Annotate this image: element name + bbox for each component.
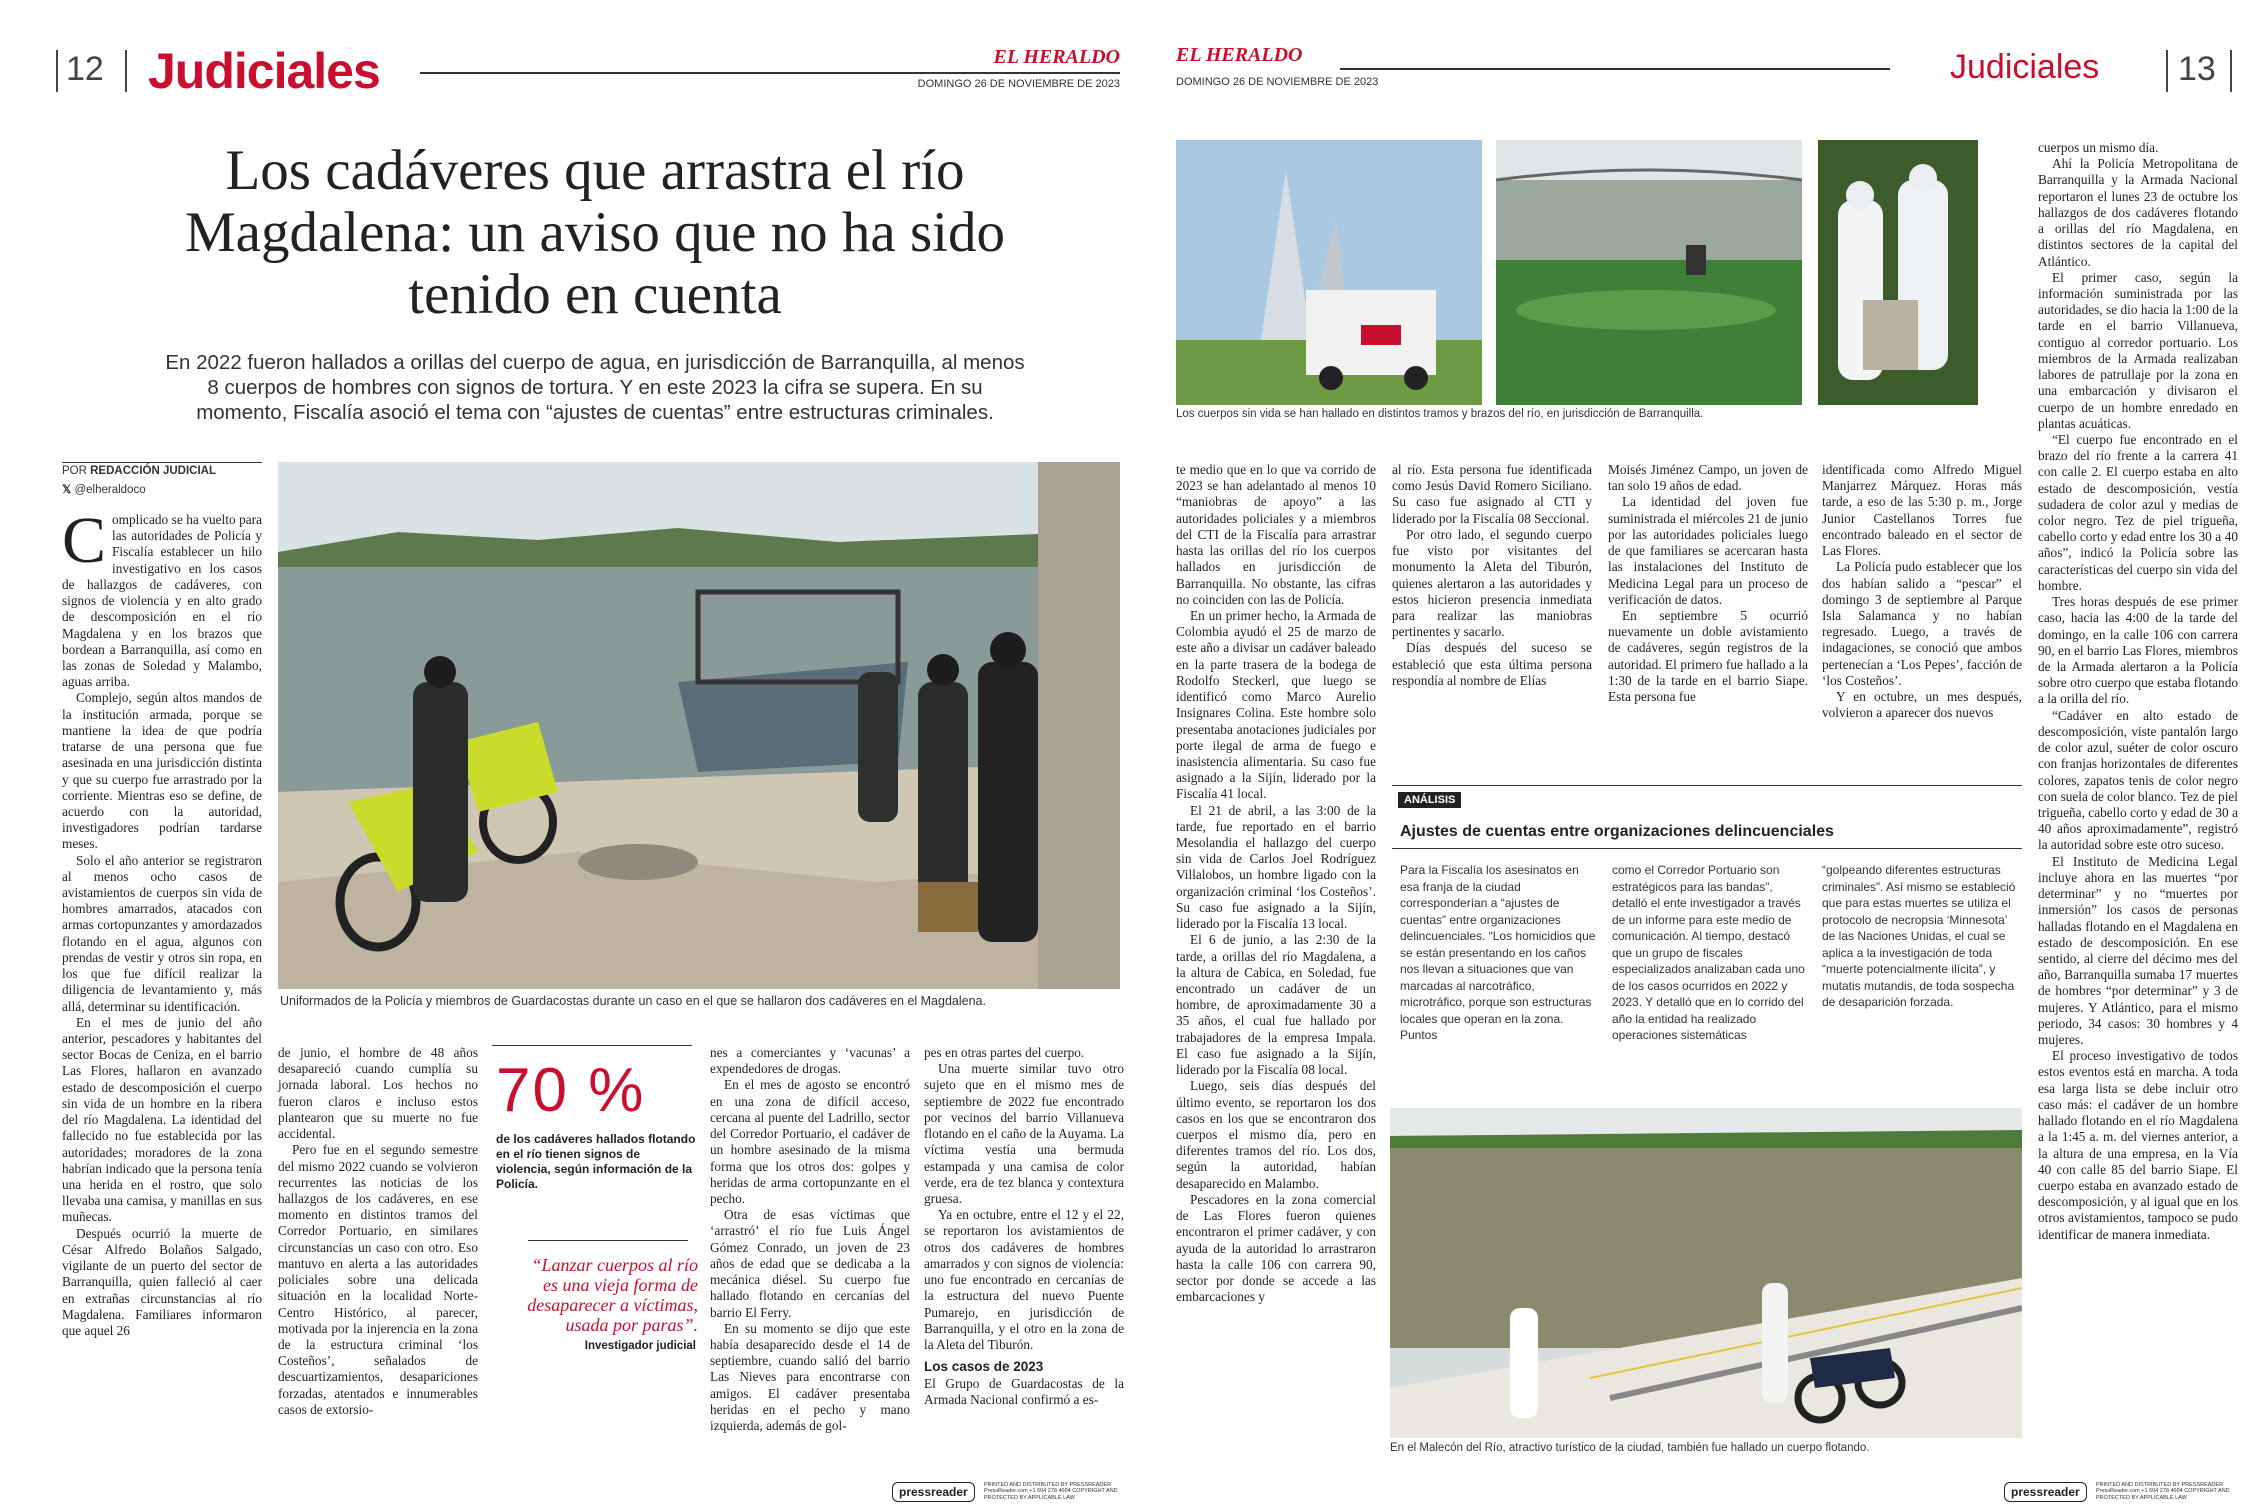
header-rule <box>420 72 1120 74</box>
page-number-divider <box>56 50 58 92</box>
x-icon: 𝕏 <box>62 484 72 496</box>
top-photo-monument <box>1176 140 1482 405</box>
quote-rule <box>528 1240 688 1241</box>
main-photo <box>278 462 1120 989</box>
issue-date: DOMINGO 26 DE NOVIEMBRE DE 2023 <box>1176 76 1379 88</box>
pressreader-fine-print: PRINTED AND DISTRIBUTED BY PRESSREADER PressReader.com +1 604 278 4604 COPYRIGHT AND PROTECTED BY APPLICABLE LAW <box>984 1482 1118 1501</box>
paragraph: nes a comerciantes y ‘vacunas’ a expendedores de drogas. <box>710 1045 910 1077</box>
pressreader-logo-text: pressreader <box>899 1485 968 1499</box>
paragraph: Otra de esas víctimas que ‘arrastró’ el río fue Luis Ángel Gómez Conrado, un joven de 23 años de edad que se dedicaba a la mecánica diésel. Su cuerpo fue hallado flotando en cercanías del barrio El Ferry. <box>710 1207 910 1320</box>
article-column-4 <box>924 1045 1124 1408</box>
analysis-column-1: Para la Fiscalía los asesinatos en esa franja de la ciudad corresponderían a “ajustes de cuentas” entre organizaciones delincuenciales. “Los homicidios que se están presentando en los caños nos llevan a situaciones que van marcadas al narcotráfico, microtráfico, porque son estructuras locales que operan en la zona. Puntos <box>1400 863 1596 1042</box>
analysis-tag: ANÁLISIS <box>1398 792 1461 808</box>
stat-value: 70 % <box>496 1056 646 1125</box>
paragraph: En un primer hecho, la Armada de Colombia ayudó el 25 de marzo de este año a divisar un cadáver baleado en la parte trasera de la bodega de Rodolfo Steckerl, que luego se identificó como Marco Aurelio Insignares Colina. Este hombre solo presentaba anotaciones judiciales por porte ilegal de arma de fuego e inasistencia alimentaria. Su caso fue asignado a la Sijín, liderado por la Fiscalía 41 local. <box>1176 607 1376 802</box>
paragraph: Por otro lado, el segundo cuerpo fue visto por visitantes del monumento la Aleta del Tiburón, quienes alertaron a las autoridades y estos hicieron presencia inmediata para realizar las maniobras pertinentes y sacarlo. <box>1392 526 1592 640</box>
issue-date: DOMINGO 26 DE NOVIEMBRE DE 2023 <box>917 78 1120 90</box>
page-number-divider <box>2166 50 2168 92</box>
masthead: EL HERALDO <box>993 46 1120 68</box>
paragraph: Luego, seis días después del último evento, se reportaron los dos casos en los que se encontraron dos cuerpos el mismo día, pero en diferentes tramos del río. Los dos, según la autoridad, habían desaparecido en Malambo. <box>1176 1078 1376 1191</box>
paragraph: El primer caso, según la información suministrada por las autoridades, se dio hacia la 1:00 de la tarde en el barrio Villanueva, contiguo al corredor portuario. Los miembros de la Armada realizaban labores de patrullaje por la zona en una embarcación y divisaron el cuerpo de un hombre enredado en plantas acuáticas. <box>2038 269 2238 431</box>
paragraph: pes en otras partes del cuerpo. <box>924 1045 1085 1060</box>
top-photos-caption: Los cuerpos sin vida se han hallado en distintos tramos y brazos del río, en jurisdicción de Barranquilla. <box>1176 408 1704 420</box>
analysis-column-3: “golpeando diferentes estructuras criminales”. Así mismo se estableció que para estas muertes se utiliza el protocolo de necropsia ‘Minnesota’ de las Naciones Unidas, el cual se aplica a la investigación de toda “muerte potencialmente ilícita”, y mutatis mutandis, de toda sospecha de desaparición forzada. <box>1822 863 2016 1009</box>
article-column-2 <box>278 1045 478 1418</box>
paragraph: En su momento se dijo que este había desaparecido desde el 14 de septiembre, cuando salió del barrio Las Nieves para encontrarse con amigos. El cadáver presentaba heridas en el pecho y mano izquierda, además de gol- <box>710 1320 910 1434</box>
header-rule <box>1340 68 1890 70</box>
paragraph: de junio, el hombre de 48 años desapareció cuando cumplía su jornada laboral. Los hechos no fueron claros e incluso estos plantearon que su muerte no fue accidental. <box>278 1045 478 1142</box>
paragraph: Días después del suceso se estableció que esta última persona respondía al nombre de Elías <box>1392 640 1592 688</box>
pull-quote-attribution: Investigador judicial <box>584 1340 696 1352</box>
paragraph: “Cadáver en alto estado de descomposición, viste pantalón largo de color azul, suéter de color oscuro con franjas horizontales de diferentes colores, zapatos tenis de color negro con suela de color blanco. Tez de piel trigueña, cabello corto y edad de 30 a 40 años aproximadamente”, registró la autoridad sobre este otro suceso. <box>2038 707 2238 853</box>
article-column-3 <box>710 1045 910 1434</box>
paragraph: identificada como Alfredo Miguel Manjarrez Márquez. Horas más tarde, a eso de las 5:30 p. m., Jorge Junior Castellanos Torres fue encontrado baleado en el sector de Las Flores. <box>1822 462 2022 559</box>
page-number: 13 <box>2178 50 2216 88</box>
paragraph: En el mes de agosto se encontró en una zona de difícil acceso, cercana al puente del Ladrillo, sector del Corredor Portuario, el cadáver de un hombre asesinado de la misma forma que los otros dos: golpes y heridas de arma cortopunzante en el pecho. <box>710 1077 910 1206</box>
paragraph: La Policía pudo establecer que los dos habían salido a “pescar” el domingo 3 de septiembre al Parque Isla Salamanca y no habían regresado. Luego, a través de indagaciones, se conoció que ambos pertenecían a ‘Los Pepes’, facción de ‘los Costeños’. <box>1822 559 2022 688</box>
monument-photo-image <box>1176 140 1482 405</box>
paragraph: Una muerte similar tuvo otro sujeto que en el mismo mes de septiembre de 2022 fue encontrado por vecinos del barrio Villanueva flotando en el caño de la Auyama. La víctima vestía una bermuda estampada y una camisa de color verde, era de tez blanca y contextura gruesa. <box>924 1061 1124 1206</box>
top-photo-forensics <box>1818 140 1978 405</box>
paragraph: El Grupo de Guardacostas de la Armada Nacional confirmó a es- <box>924 1375 1124 1407</box>
malecon-photo-image <box>1390 1108 2022 1438</box>
paragraph: “El cuerpo fue encontrado en el brazo del río frente a la carrera 41 con calle 2. El cuerpo estaba en alto estado de descomposición, vestía sudadera de color azul y medias de color negro. Tez de piel trigueña, cabello corto y edad entre los 30 a 40 años”, indicó la Policía sobre las características del cuerpo sin vida del hombre. <box>2038 431 2238 593</box>
paragraph: Ya en octubre, entre el 12 y el 22, se reportaron los avistamientos de otros dos cadáveres de hombres amarrados y con signos de violencia: uno fue encontrado en cercanías de la estructura del nuevo Puente Pumarejo, en jurisdicción de Barranquilla, y el otro en la zona de la Aleta del Tiburón. <box>924 1207 1124 1352</box>
deck: En 2022 fueron hallados a orillas del cuerpo de agua, en jurisdicción de Barranquilla, al menos 8 cuerpos de hombres con signos de tortura. Y en este 2023 la cifra se supera. En su momento, Fiscalía asoció el tema con “ajustes de cuentas” entre estructuras criminales. <box>165 351 1025 424</box>
stat-text: de los cadáveres hallados flotando en el río tienen signos de violencia, según información de la Policía. <box>496 1132 696 1191</box>
pressreader-logo <box>2004 1482 2087 1502</box>
section-title: Judiciales <box>148 43 380 99</box>
handle-text: @elheraldoco <box>74 484 146 496</box>
article-column-1 <box>62 504 262 1339</box>
top-photo-river <box>1496 140 1802 405</box>
paragraph: Pescadores en la zona comercial de Las Flores fueron quienes encontraron el primer cadáver, y con ayuda de la autoridad lo arrastraron hasta la calle 106 con carrera 90, sector por donde se accede a las embarcaciones y <box>1176 1191 1376 1305</box>
paragraph: al río. Esta persona fue identificada como Jesús David Romero Siciliano. Su caso fue asignado al CTI y liderado por la Fiscalía 08 Seccional. <box>1392 462 1592 526</box>
article-column-7 <box>1608 462 1808 705</box>
paragraph: cuerpos un mismo día. <box>2038 140 2159 155</box>
masthead: EL HERALDO <box>1176 44 1303 66</box>
paragraph: Complejo, según altos mandos de la institución armada, porque se mantiene la idea de que podría tratarse de una persona que fue asesinada en una jurisdicción distinta y que su cuerpo fue arrastrado por la corriente. Mientras eso se define, de acuerdo con la autoridad, investigadores podrían tardarse meses. <box>62 690 262 852</box>
byline-prefix: POR <box>62 465 87 477</box>
drop-cap: C <box>62 504 107 577</box>
bottom-photo-caption: En el Malecón del Río, atractivo turístico de la ciudad, también fue hallado un cuerpo flotando. <box>1390 1442 1870 1454</box>
subhead: Los casos de 2023 <box>924 1359 1044 1375</box>
pressreader-logo <box>892 1482 975 1502</box>
paragraph: El 6 de junio, a las 2:30 de la tarde, a orillas del río Magdalena, a la altura de Cabica, en Soledad, fue encontrado un cadáver de un hombre, de aproximadamente 30 a 35 años, el cual fue hallado por trabajadores de la empresa Impala. El caso fue asignado a la Sijín, liderado por la Fiscalía 08 local. <box>1176 932 1376 1078</box>
paragraph: Solo el año anterior se registraron al menos ocho casos de avistamientos de cuerpos sin vida de hombres amarrados, atacados con armas cortopunzantes y amordazados flotando en el agua, algunos con prendas de vestir y otros sin ropa, en los que fue difícil realizar la diligencia de levantamiento y, más allá, determinar su identificación. <box>62 852 262 1014</box>
paragraph: te medio que en lo que va corrido de 2023 se han adelantado al menos 10 “maniobras de apoyo” a las autoridades policiales y a miembros del CTI de la Fiscalía para arrastrar hasta las orillas del río los cuerpos hallados en jurisdicción de Barranquilla. No obstante, las cifras no coinciden con las de Policía. <box>1176 462 1376 607</box>
page-number-divider-right <box>125 50 127 92</box>
article-column-9 <box>2038 140 2238 1243</box>
pressreader-logo-text: pressreader <box>2011 1485 2080 1499</box>
bottom-photo-malecon <box>1390 1108 2022 1438</box>
paragraph: Tres horas después de ese primer caso, hacia las 4:00 de la tarde del domingo, en la calle 106 con carrera 90, en el barrio Las Flores, miembros de la Armada alertaron a la Policía sobre otro cuerpo que estaba flotando a la orilla del río. <box>2038 594 2238 707</box>
paragraph: Después ocurrió la muerte de César Alfredo Bolaños Salgado, vigilante de un puerto del sector de Barranquilla, quien falleció al caer en extrañas circunstancias al río Magdalena. Familiares informaron que aquel 26 <box>62 1225 262 1338</box>
pull-quote: “Lanzar cuerpos al río es una vieja forma de desaparecer a víctimas, usada por paras”. <box>527 1255 698 1335</box>
article-column-8 <box>1822 462 2022 722</box>
pressreader-fine-print: PRINTED AND DISTRIBUTED BY PRESSREADER PressReader.com +1 604 278 4604 COPYRIGHT AND PROTECTED BY APPLICABLE LAW <box>2096 1482 2230 1501</box>
paragraph: omplicado se ha vuelto para las autoridades de Policía y Fiscalía establecer un hilo investigativo en los casos de hallazgos de cadáveres, con signos de violencia y en alto grado de descomposición en el río Magdalena y en los brazos que bordean a Barranquilla, así como en las zonas de Soledad y Malambo, aguas arriba. <box>62 512 262 690</box>
main-photo-caption: Uniformados de la Policía y miembros de Guardacostas durante un caso en el que se hallaron dos cadáveres en el Magdalena. <box>280 994 986 1008</box>
paragraph: Y en octubre, un mes después, volvieron a aparecer dos nuevos <box>1822 689 2022 721</box>
analysis-title-rule <box>1392 848 2022 849</box>
forensics-photo-image <box>1818 140 1978 405</box>
paragraph: Moisés Jiménez Campo, un joven de tan solo 19 años de edad. <box>1608 462 1808 494</box>
paragraph: El 21 de abril, a las 3:00 de la tarde, fue reportado en el barrio Mesolandia el hallazgo del cuerpo sin vida de Carlos Joel Rodríguez Villalobos, un hombre ligado con la organización criminal ‘los Costeños’. Su caso fue asignado a la Sijín, liderado por la Fiscalía 13 local. <box>1176 802 1376 932</box>
social-handle <box>62 482 146 496</box>
paragraph: Pero fue en el segundo semestre del mismo 2022 cuando se volvieron recurrentes las noticias de los hallazgos de los cadáveres, en ese momento en distintos tramos del Corredor Portuario, en similares circunstancias un caso con otro. Eso mantuvo en alerta a las autoridades policiales sobre una delicada situación en la localidad Norte-Centro Histórico, al parecer, motivada por la injerencia en la zona de la estructura criminal ‘los Costeños’, señalados de descuartizamientos, desapariciones forzadas, atentados e innumerables casos de extorsio- <box>278 1142 478 1417</box>
page-number: 12 <box>66 50 104 88</box>
byline-rule <box>62 462 262 463</box>
stat-rule <box>492 1045 692 1046</box>
article-column-6 <box>1392 462 1592 689</box>
section-title: Judiciales <box>1950 48 2100 86</box>
paragraph: El proceso investigativo de todos estos eventos está en marcha. A toda esa larga lista se debe incluir otro caso más: el cadáver de un hombre hallado flotando en el río Magdalena a la 1:45 a. m. del viernes anterior, a la altura de una empresa, en la Vía 40 con calle 85 del barrio Siape. El cuerpo estaba en avanzado estado de descomposición, y al igual que en los otros avistamientos, tampoco se pudo identificar de manera inmediata. <box>2038 1048 2238 1242</box>
paragraph: El Instituto de Medicina Legal incluye ahora en las muertes “por determinar” y no “muertes por inmersión” los casos de personas halladas flotando en el Magdalena en estado de descomposición. En ese sentido, al cierre del décimo mes del año, Barranquilla sumaba 17 muertes de hombres “por determinar” y 3 de mujeres. Y Atlántico, para el mismo periodo, 34 casos: 30 hombres y 4 mujeres. <box>2038 853 2238 1048</box>
river-photo-image <box>1496 140 1802 405</box>
analysis-rule <box>1392 785 2022 786</box>
paragraph: En el mes de junio del año anterior, pescadores y habitantes del sector Bocas de Ceniza, en el barrio Las Flores, hallaron en avanzado estado de descomposición el cuerpo sin vida de un hombre en la ribera del río Magdalena. La identidad del fallecido no fue establecida por las autoridades; moradores de la zona habrían indicado que la persona tenía una herida en el rostro, que solo llevaba una camisa, y manillas en sus muñecas. <box>62 1014 262 1225</box>
headline: Los cadáveres que arrastra el río Magdalena: un aviso que no ha sido tenido en cuenta <box>185 139 1005 326</box>
byline-author: REDACCIÓN JUDICIAL <box>90 465 216 477</box>
main-photo-image <box>278 462 1120 989</box>
page-number-divider-right <box>2230 50 2232 92</box>
paragraph: Ahí la Policía Metropolitana de Barranquilla y la Armada Nacional reportaron el lunes 23 de octubre los hallazgos de dos cadáveres flotando a orillas del río Magdalena, en distintos sectores de la capital del Atlántico. <box>2038 156 2238 269</box>
analysis-title: Ajustes de cuentas entre organizaciones delincuenciales <box>1400 823 1834 840</box>
paragraph: La identidad del joven fue suministrada el miércoles 21 de junio por las autoridades policiales luego de que familiares se acercaran hasta las instalaciones del Instituto de Medicina Legal para un proceso de verificación de datos. <box>1608 494 1808 607</box>
paragraph: En septiembre 5 ocurrió nuevamente un doble avistamiento de cadáveres, según registros de la autoridad. El primero fue hallado a la 1:30 de la tarde en el barrio Siape. Esta persona fue <box>1608 607 1808 705</box>
analysis-column-2: como el Corredor Portuario son estratégicos para las bandas”, detalló el ente investigador a través de un informe para este medio de comunicación. Al tiempo, destacó que un grupo de fiscales especializados analizaban cada uno de los casos ocurridos en 2022 y 2023. Y detalló que en lo corrido del año la entidad ha realizado operaciones sistemáticas <box>1612 863 1805 1042</box>
byline <box>62 465 216 477</box>
article-column-5 <box>1176 462 1376 1305</box>
